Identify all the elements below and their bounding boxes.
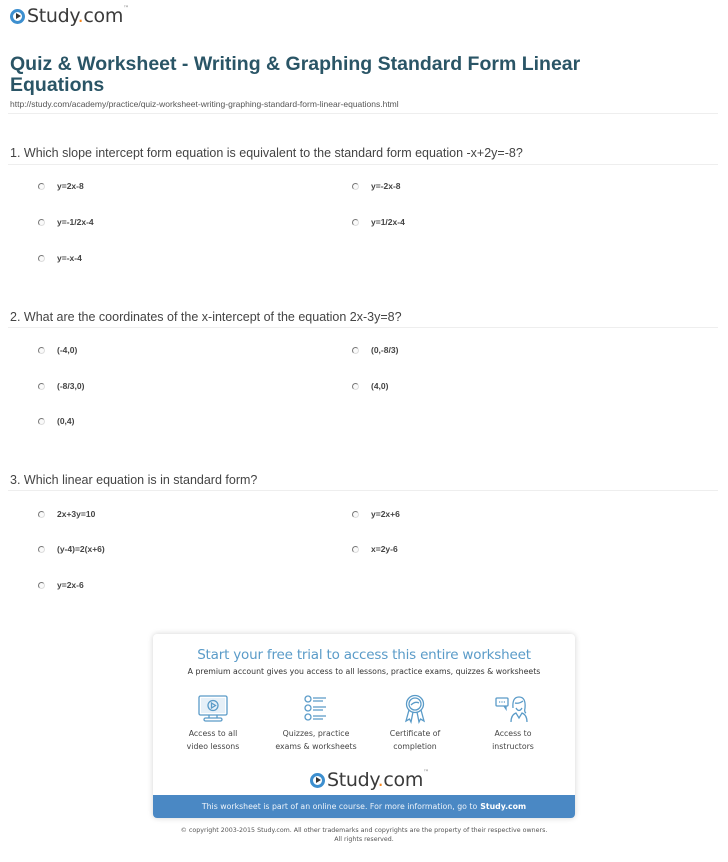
- free-trial-promo: [153, 634, 575, 818]
- feature-label-line2: completion: [393, 741, 437, 751]
- option-label: y=-x-4: [57, 253, 82, 263]
- q3-option-c[interactable]: [38, 544, 105, 554]
- q3-option-a[interactable]: [38, 509, 95, 519]
- promo-study-logo[interactable]: [310, 769, 429, 791]
- q1-option-e[interactable]: [38, 253, 82, 263]
- option-label: (0,-8/3): [371, 345, 399, 355]
- logo-wordmark: Study.com™: [27, 5, 129, 27]
- question-1-divider: [8, 164, 718, 165]
- certificate-ribbon-icon: [398, 694, 432, 724]
- feature-label-line2: video lessons: [186, 741, 240, 751]
- option-label: x=2y-6: [371, 544, 398, 554]
- study-com-link[interactable]: Study.com: [480, 802, 527, 811]
- radio-button[interactable]: [38, 511, 45, 518]
- feature-label-line1: Access to: [494, 729, 532, 738]
- radio-button[interactable]: [38, 219, 45, 226]
- option-label: (-8/3,0): [57, 381, 85, 391]
- question-2-divider: [8, 327, 718, 328]
- q1-option-a[interactable]: [38, 181, 84, 191]
- copyright-line1: © copyright 2003-2015 Study.com. All other trademarks and copyrights are the property of their respective owners.: [180, 827, 548, 834]
- radio-button[interactable]: [38, 418, 45, 425]
- instructor-chat-icon: [493, 694, 533, 724]
- q2-option-d[interactable]: [352, 381, 388, 391]
- header-divider: [8, 113, 718, 114]
- question-1-text: 1. Which slope intercept form equation is equivalent to the standard form equation -x+2y=-8?: [10, 146, 523, 160]
- question-3-text: 3. Which linear equation is in standard form?: [10, 473, 258, 487]
- play-circle-icon: [10, 9, 25, 24]
- logo-wordmark: Study.com™: [327, 769, 429, 791]
- option-label: 2x+3y=10: [57, 509, 96, 519]
- feature-quizzes: [266, 694, 366, 753]
- option-label: (0,4): [57, 416, 75, 426]
- q3-option-d[interactable]: [352, 544, 398, 554]
- radio-button[interactable]: [38, 255, 45, 262]
- radio-button[interactable]: [352, 511, 359, 518]
- promo-headline[interactable]: Start your free trial to access this entire worksheet: [197, 647, 531, 663]
- q3-option-b[interactable]: [352, 509, 400, 519]
- option-label: y=-1/2x-4: [57, 217, 94, 227]
- q2-option-a[interactable]: [38, 345, 77, 355]
- q3-option-e[interactable]: [38, 580, 84, 590]
- radio-button[interactable]: [352, 383, 359, 390]
- promo-bar-text: This worksheet is part of an online course. For more information, go to: [201, 802, 478, 811]
- promo-info-bar: [153, 795, 575, 818]
- option-label: y=2x+6: [371, 509, 400, 519]
- option-label: y=2x-6: [57, 580, 84, 590]
- question-2-text: 2. What are the coordinates of the x-intercept of the equation 2x-3y=8?: [10, 310, 402, 324]
- copyright-line2: All rights reserved.: [334, 835, 394, 843]
- feature-label-line2: instructors: [492, 741, 534, 751]
- feature-label-line1: Quizzes, practice: [282, 729, 350, 738]
- option-label: (y-4)=2(x+6): [57, 544, 105, 554]
- promo-subline: A premium account gives you access to all lessons, practice exams, quizzes & worksheets: [187, 667, 541, 676]
- radio-button[interactable]: [38, 582, 45, 589]
- feature-label-line1: Certificate of: [389, 729, 441, 738]
- study-logo[interactable]: [10, 5, 129, 27]
- radio-button[interactable]: [38, 183, 45, 190]
- feature-label-line1: Access to all: [188, 729, 238, 738]
- copyright-notice: [0, 827, 728, 844]
- option-label: (4,0): [371, 381, 389, 391]
- q2-option-c[interactable]: [38, 381, 84, 391]
- radio-button[interactable]: [352, 183, 359, 190]
- feature-instructors: [463, 694, 563, 753]
- play-circle-icon: [310, 773, 325, 788]
- question-3-divider: [8, 490, 718, 491]
- option-label: y=-2x-8: [371, 181, 401, 191]
- q1-option-b[interactable]: [352, 181, 401, 191]
- q1-option-c[interactable]: [38, 217, 94, 227]
- radio-button[interactable]: [38, 383, 45, 390]
- feature-video-lessons: [163, 694, 263, 753]
- video-monitor-icon: [196, 694, 230, 724]
- radio-button[interactable]: [352, 219, 359, 226]
- option-label: (-4,0): [57, 345, 78, 355]
- q2-option-b[interactable]: [352, 345, 398, 355]
- radio-button[interactable]: [38, 546, 45, 553]
- radio-button[interactable]: [352, 347, 359, 354]
- option-label: y=1/2x-4: [371, 217, 405, 227]
- q2-option-e[interactable]: [38, 416, 74, 426]
- radio-button[interactable]: [352, 546, 359, 553]
- source-url[interactable]: http://study.com/academy/practice/quiz-worksheet-writing-graphing-standard-form-linear-equations.html: [10, 99, 399, 109]
- option-label: y=2x-8: [57, 181, 84, 191]
- radio-button[interactable]: [38, 347, 45, 354]
- page-title: Quiz & Worksheet - Writing & Graphing Standard Form Linear Equations: [10, 53, 581, 96]
- quiz-list-icon: [299, 694, 333, 724]
- q1-option-d[interactable]: [352, 217, 405, 227]
- feature-certificate: [365, 694, 465, 753]
- feature-label-line2: exams & worksheets: [275, 741, 357, 751]
